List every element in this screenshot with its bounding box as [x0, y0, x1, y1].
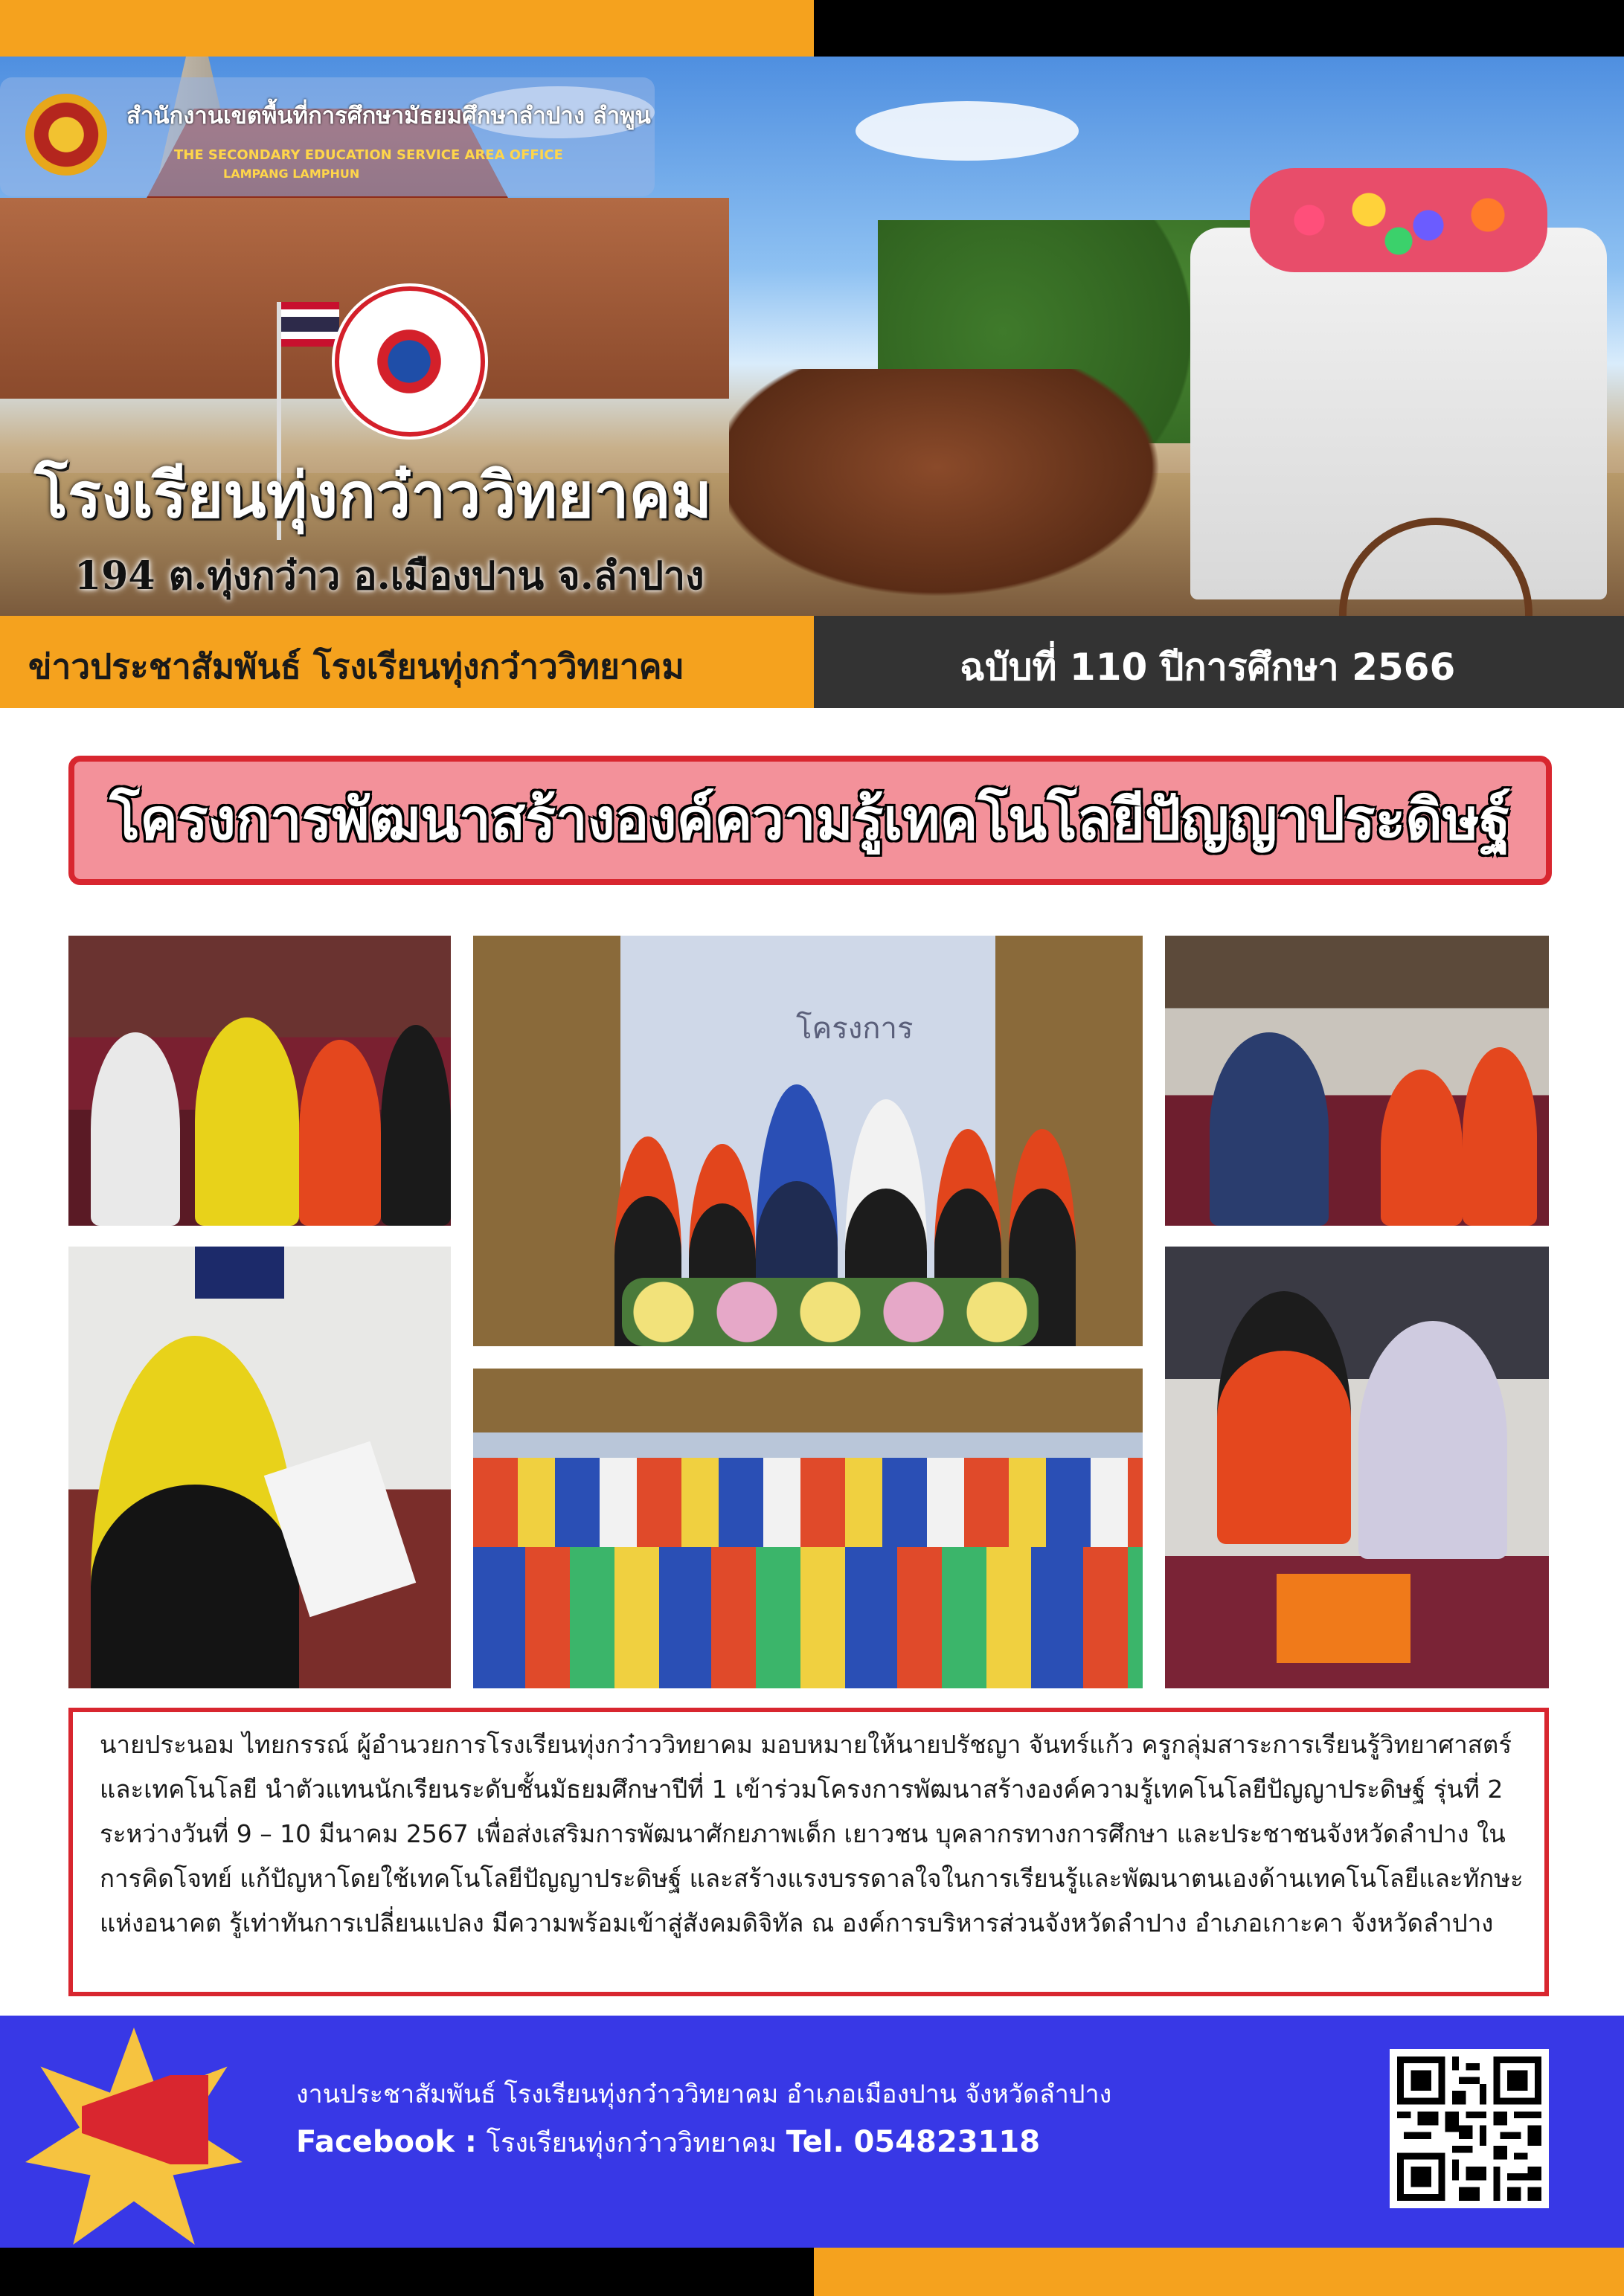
footer-bottom-orange [814, 2248, 1624, 2296]
tel-value: 054823118 [853, 2125, 1041, 2159]
project-title: โครงการพัฒนาสร้างองค์ความรู้เทคโนโลยีปัญญาประดิษฐ์ [109, 786, 1511, 852]
top-bar-orange [0, 0, 814, 57]
footer-pr-line: งานประชาสัมพันธ์ โรงเรียนทุ่งกว๋าววิทยาคม อำเภอเมืองปาน จังหวัดลำปาง [296, 2080, 1112, 2109]
qr-code-icon [1390, 2049, 1549, 2208]
photo-teacher-with-students [1165, 936, 1549, 1226]
photo-students-working [68, 936, 451, 1226]
news-title: ข่าวประชาสัมพันธ์ โรงเรียนทุ่งกว๋าววิทยาคม [28, 646, 684, 686]
issue-number: ฉบับที่ 110 ปีการศึกษา 2566 [960, 646, 1456, 689]
footer-contact-line [296, 2121, 1040, 2164]
screen-title: โครงการ [796, 1012, 914, 1046]
school-logo-emblem-icon [372, 324, 446, 399]
photo-student-reading [68, 1247, 451, 1688]
photo-group-participants [473, 1369, 1143, 1688]
school-name: โรงเรียนทุ่งกว๋าววิทยาคม [34, 459, 712, 532]
photo-students-with-kit [1165, 1247, 1549, 1688]
photo-certificate-ceremony [473, 936, 1143, 1346]
footer-bottom-black [0, 2248, 814, 2296]
body-text: นายประนอม ไทยกรรณ์ ผู้อำนวยการโรงเรียนทุ่งกว๋าววิทยาคม มอบหมายให้นายปรัชญา จันทร์แก้ว ครูกลุ่มสาระการเรียนรู้วิทยาศาสตร์และเทคโนโลยี นำตัวแทนนักเรียนระดับชั้นมัธยมศึกษาปีที่ 1 เข้าร่วมโครงการพัฒนาสร้างองค์ความรู้เทคโนโลยีปัญญาประดิษฐ์ รุ่นที่ 2 ระหว่างวันที่ 9 – 10 มีนาคม 2567 เพื่อส่งเสริมการพัฒนาศักยภาพเด็ก เยาวชน บุคลากรทางการศึกษา และประชาชนจังหวัดลำปาง ในการคิดโจทย์ แก้ปัญหาโดยใช้เทคโนโลยีปัญญาประดิษฐ์ และสร้างแรงบรรดาลใจในการเรียนรู้และพัฒนาตนเองด้านเทคโนโลยีและทักษะแห่งอนาคต รู้เท่าทันการเปลี่ยนแปลง มีความพร้อมเข้าสู่สังคมดิจิทัล ณ องค์การบริหารส่วนจังหวัดลำปาง อำเภอเกาะคา จังหวัดลำปาง [100, 1730, 1524, 1938]
office-name-en-1: THE SECONDARY EDUCATION SERVICE AREA OFFICE [174, 147, 563, 163]
office-name-th: สำนักงานเขตพื้นที่การศึกษามัธยมศึกษาลำปาง ลำพูน [126, 103, 651, 129]
office-name-en-2: LAMPANG LAMPHUN [223, 167, 360, 181]
facebook-value: โรงเรียนทุ่งกว๋าววิทยาคม [486, 2128, 777, 2158]
tel-label: Tel. [786, 2125, 844, 2159]
office-seal-icon [25, 94, 107, 176]
school-address: 194 ต.ทุ่งกว๋าว อ.เมืองปาน จ.ลำปาง [74, 553, 705, 599]
top-bar-black [814, 0, 1624, 57]
facebook-label: Facebook : [296, 2125, 477, 2159]
